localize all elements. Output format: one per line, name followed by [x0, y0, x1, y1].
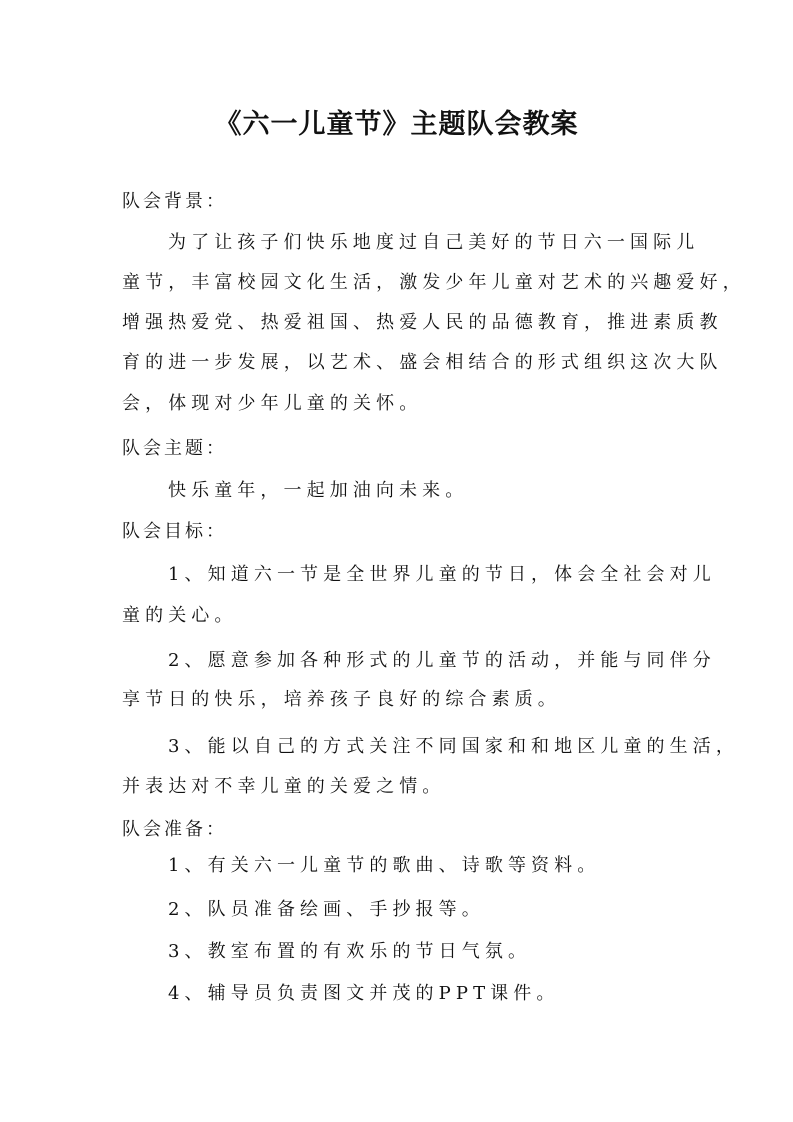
paragraph-line: 童节，丰富校园文化生活，激发少年儿童对艺术的兴趣爱好， — [122, 272, 746, 293]
document-title: 《六一儿童节》主题队会教案 — [214, 109, 579, 140]
goal-line: 3、能以自己的方式关注不同国家和和地区儿童的生活， — [168, 736, 739, 757]
goal-line: 享节日的快乐，培养孩子良好的综合素质。 — [122, 689, 561, 710]
preparation-item: 4、辅导员负责图文并茂的PPT课件。 — [168, 983, 560, 1004]
preparation-item: 3、教室布置的有欢乐的节日气氛。 — [168, 941, 532, 962]
goal-line: 并表达对不幸儿童的关爱之情。 — [122, 776, 446, 797]
section-heading-theme: 队会主题： — [122, 438, 227, 459]
theme-text: 快乐童年，一起加油向未来。 — [168, 480, 469, 501]
section-heading-background: 队会背景： — [122, 191, 227, 212]
preparation-item: 2、队员准备绘画、手抄报等。 — [168, 899, 485, 920]
goal-line: 童的关心。 — [122, 605, 238, 626]
section-heading-goals: 队会目标： — [122, 521, 227, 542]
paragraph-line: 为了让孩子们快乐地度过自己美好的节日六一国际儿 — [168, 232, 700, 253]
paragraph-line: 育的进一步发展，以艺术、盛会相结合的形式组织这次大队 — [122, 352, 723, 373]
section-heading-preparation: 队会准备： — [122, 819, 227, 840]
preparation-item: 1、有关六一儿童节的歌曲、诗歌等资料。 — [168, 855, 601, 876]
paragraph-line: 会，体现对少年儿童的关怀。 — [122, 393, 423, 414]
paragraph-line: 增强热爱党、热爱祖国、热爱人民的品德教育，推进素质教 — [122, 312, 723, 333]
goal-line: 2、愿意参加各种形式的儿童节的活动，并能与同伴分 — [168, 650, 716, 671]
goal-line: 1、知道六一节是全世界儿童的节日，体会全社会对儿 — [168, 564, 716, 585]
